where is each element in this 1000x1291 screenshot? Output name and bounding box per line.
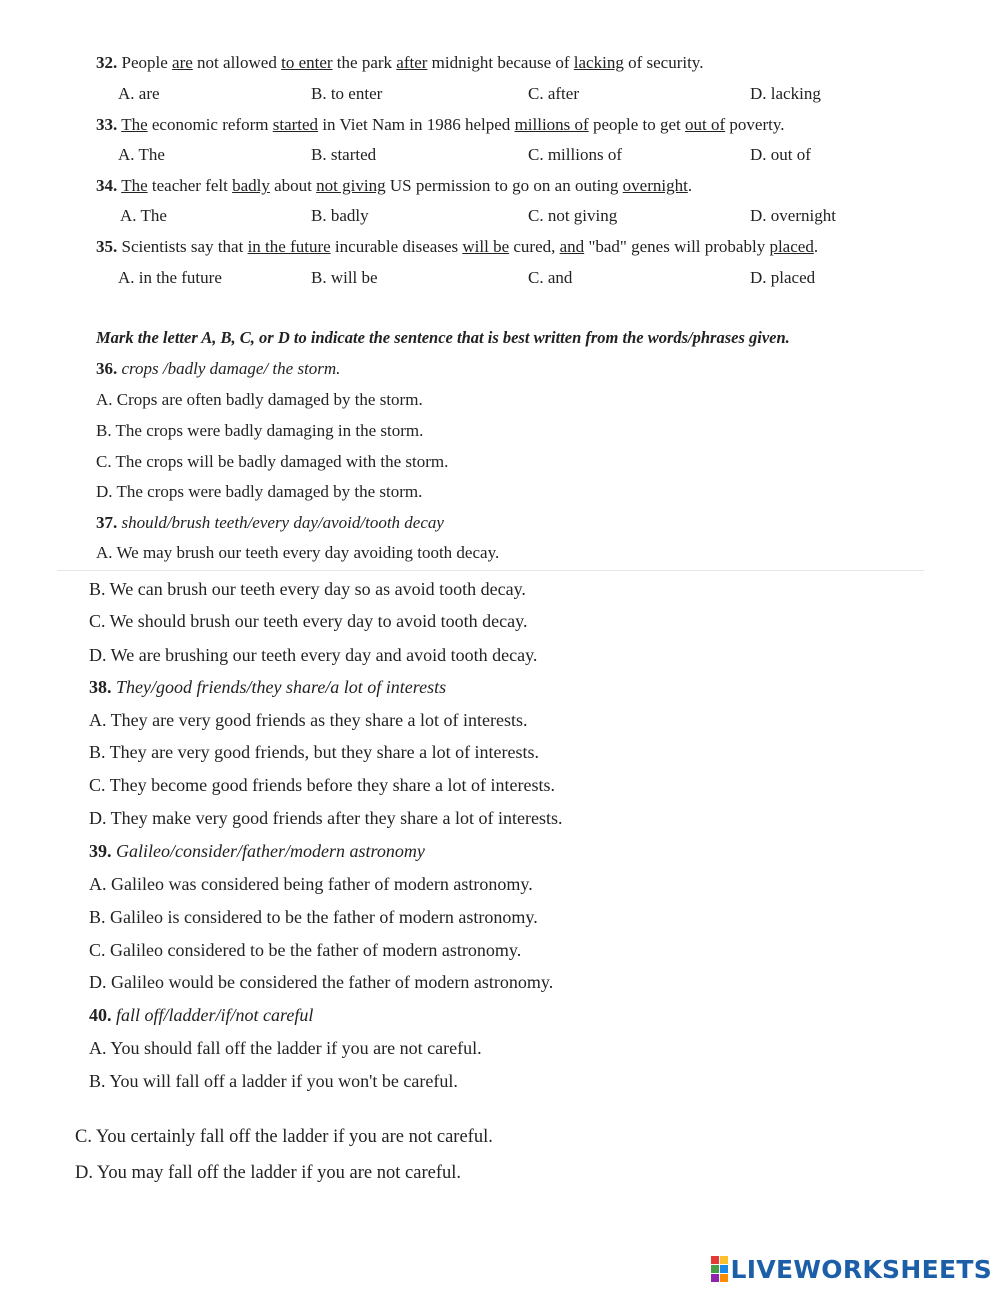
option-b[interactable]: B. The crops were badly damaging in the storm.: [96, 421, 424, 440]
question-number: 33.: [96, 115, 118, 134]
option-c[interactable]: C. The crops will be badly damaged with the storm.: [96, 452, 449, 471]
option-d[interactable]: D. The crops were badly damaged by the storm.: [96, 482, 423, 501]
question-number: 32.: [96, 53, 118, 72]
option-a[interactable]: A. They are very good friends as they share a lot of interests.: [89, 710, 528, 730]
option-a[interactable]: A. We may brush our teeth every day avoiding tooth decay.: [96, 543, 500, 562]
question-39-prompt: 39. Galileo/consider/father/modern astronomy: [89, 841, 425, 861]
option-d[interactable]: D. placed: [750, 268, 816, 287]
option-a[interactable]: A. in the future: [118, 268, 222, 287]
option-b[interactable]: B. will be: [311, 268, 378, 287]
question-37-prompt: 37. should/brush teeth/every day/avoid/tooth decay: [96, 513, 444, 532]
option-d[interactable]: D. overnight: [750, 206, 836, 225]
underlined-part-c: after: [396, 53, 428, 72]
option-a[interactable]: A. The: [120, 206, 167, 225]
option-c[interactable]: C. after: [528, 84, 579, 103]
question-35-stem: 35. Scientists say that in the future incurable diseases will be cured, and "bad" genes will probably placed.: [96, 237, 819, 256]
question-number: 40.: [89, 1005, 112, 1025]
option-c[interactable]: C. Galileo considered to be the father of modern astronomy.: [89, 940, 522, 960]
underlined-part-d: placed: [769, 237, 814, 256]
section-instruction: Mark the letter A, B, C, or D to indicate the sentence that is best written from the words/phrases given.: [96, 328, 790, 347]
option-d[interactable]: D. lacking: [750, 84, 821, 103]
underlined-part-a: The: [121, 115, 148, 134]
question-number: 39.: [89, 841, 112, 861]
option-d[interactable]: D. We are brushing our teeth every day and avoid tooth decay.: [89, 645, 538, 665]
option-c[interactable]: C. You certainly fall off the ladder if you are not careful.: [75, 1127, 493, 1147]
option-b[interactable]: B. started: [311, 145, 377, 164]
question-40-prompt: 40. fall off/ladder/if/not careful: [89, 1005, 314, 1025]
question-number: 37.: [96, 513, 118, 532]
option-c[interactable]: C. millions of: [528, 145, 622, 164]
option-a[interactable]: A. Galileo was considered being father of modern astronomy.: [89, 874, 533, 894]
question-33-stem: 33. The economic reform started in Viet Nam in 1986 helped millions of people to get out of poverty.: [96, 115, 785, 134]
question-number: 34.: [96, 176, 118, 195]
underlined-part-b: to enter: [281, 53, 333, 72]
option-d[interactable]: D. You may fall off the ladder if you are not careful.: [75, 1163, 461, 1183]
underlined-part-c: and: [559, 237, 585, 256]
option-b[interactable]: B. You will fall off a ladder if you won't be careful.: [89, 1071, 458, 1091]
option-a[interactable]: A. are: [118, 84, 160, 103]
question-32-stem: 32. People are not allowed to enter the park after midnight because of lacking of security.: [96, 53, 704, 72]
question-36-prompt: 36. crops /badly damage/ the storm.: [96, 359, 341, 378]
question-34-stem: 34. The teacher felt badly about not giving US permission to go on an outing overnight.: [96, 176, 693, 195]
underlined-part-a: The: [121, 176, 148, 195]
question-number: 35.: [96, 237, 118, 256]
option-d[interactable]: D. They make very good friends after they share a lot of interests.: [89, 808, 563, 828]
option-b[interactable]: B. badly: [311, 206, 369, 225]
option-c[interactable]: C. They become good friends before they share a lot of interests.: [89, 775, 556, 795]
underlined-part-b: will be: [462, 237, 510, 256]
question-number: 36.: [96, 359, 118, 378]
logo-text: LIVEWORKSHEETS: [730, 1254, 992, 1284]
option-b[interactable]: B. We can brush our teeth every day so as avoid tooth decay.: [89, 579, 526, 599]
option-d[interactable]: D. out of: [750, 145, 811, 164]
page-divider: [57, 570, 924, 571]
underlined-part-d: overnight: [622, 176, 688, 195]
question-38-prompt: 38. They/good friends/they share/a lot of interests: [89, 677, 447, 697]
option-c[interactable]: C. and: [528, 268, 573, 287]
option-c[interactable]: C. not giving: [528, 206, 618, 225]
question-number: 38.: [89, 677, 112, 697]
option-c[interactable]: C. We should brush our teeth every day to avoid tooth decay.: [89, 611, 528, 631]
underlined-part-d: out of: [685, 115, 726, 134]
underlined-part-b: started: [272, 115, 319, 134]
option-b[interactable]: B. They are very good friends, but they share a lot of interests.: [89, 742, 540, 762]
underlined-part-b: badly: [232, 176, 270, 195]
option-d[interactable]: D. Galileo would be considered the father of modern astronomy.: [89, 972, 554, 992]
option-a[interactable]: A. You should fall off the ladder if you are not careful.: [89, 1038, 482, 1058]
underlined-part-d: lacking: [573, 53, 624, 72]
option-b[interactable]: B. to enter: [311, 84, 383, 103]
option-b[interactable]: B. Galileo is considered to be the father of modern astronomy.: [89, 907, 538, 927]
option-a[interactable]: A. Crops are often badly damaged by the storm.: [96, 390, 423, 409]
logo-blocks-icon: [711, 1256, 728, 1282]
underlined-part-a: in the future: [247, 237, 331, 256]
underlined-part-c: not giving: [316, 176, 386, 195]
underlined-part-a: are: [172, 53, 193, 72]
option-a[interactable]: A. The: [118, 145, 165, 164]
underlined-part-c: millions of: [514, 115, 589, 134]
liveworksheets-logo[interactable]: [711, 1255, 992, 1283]
